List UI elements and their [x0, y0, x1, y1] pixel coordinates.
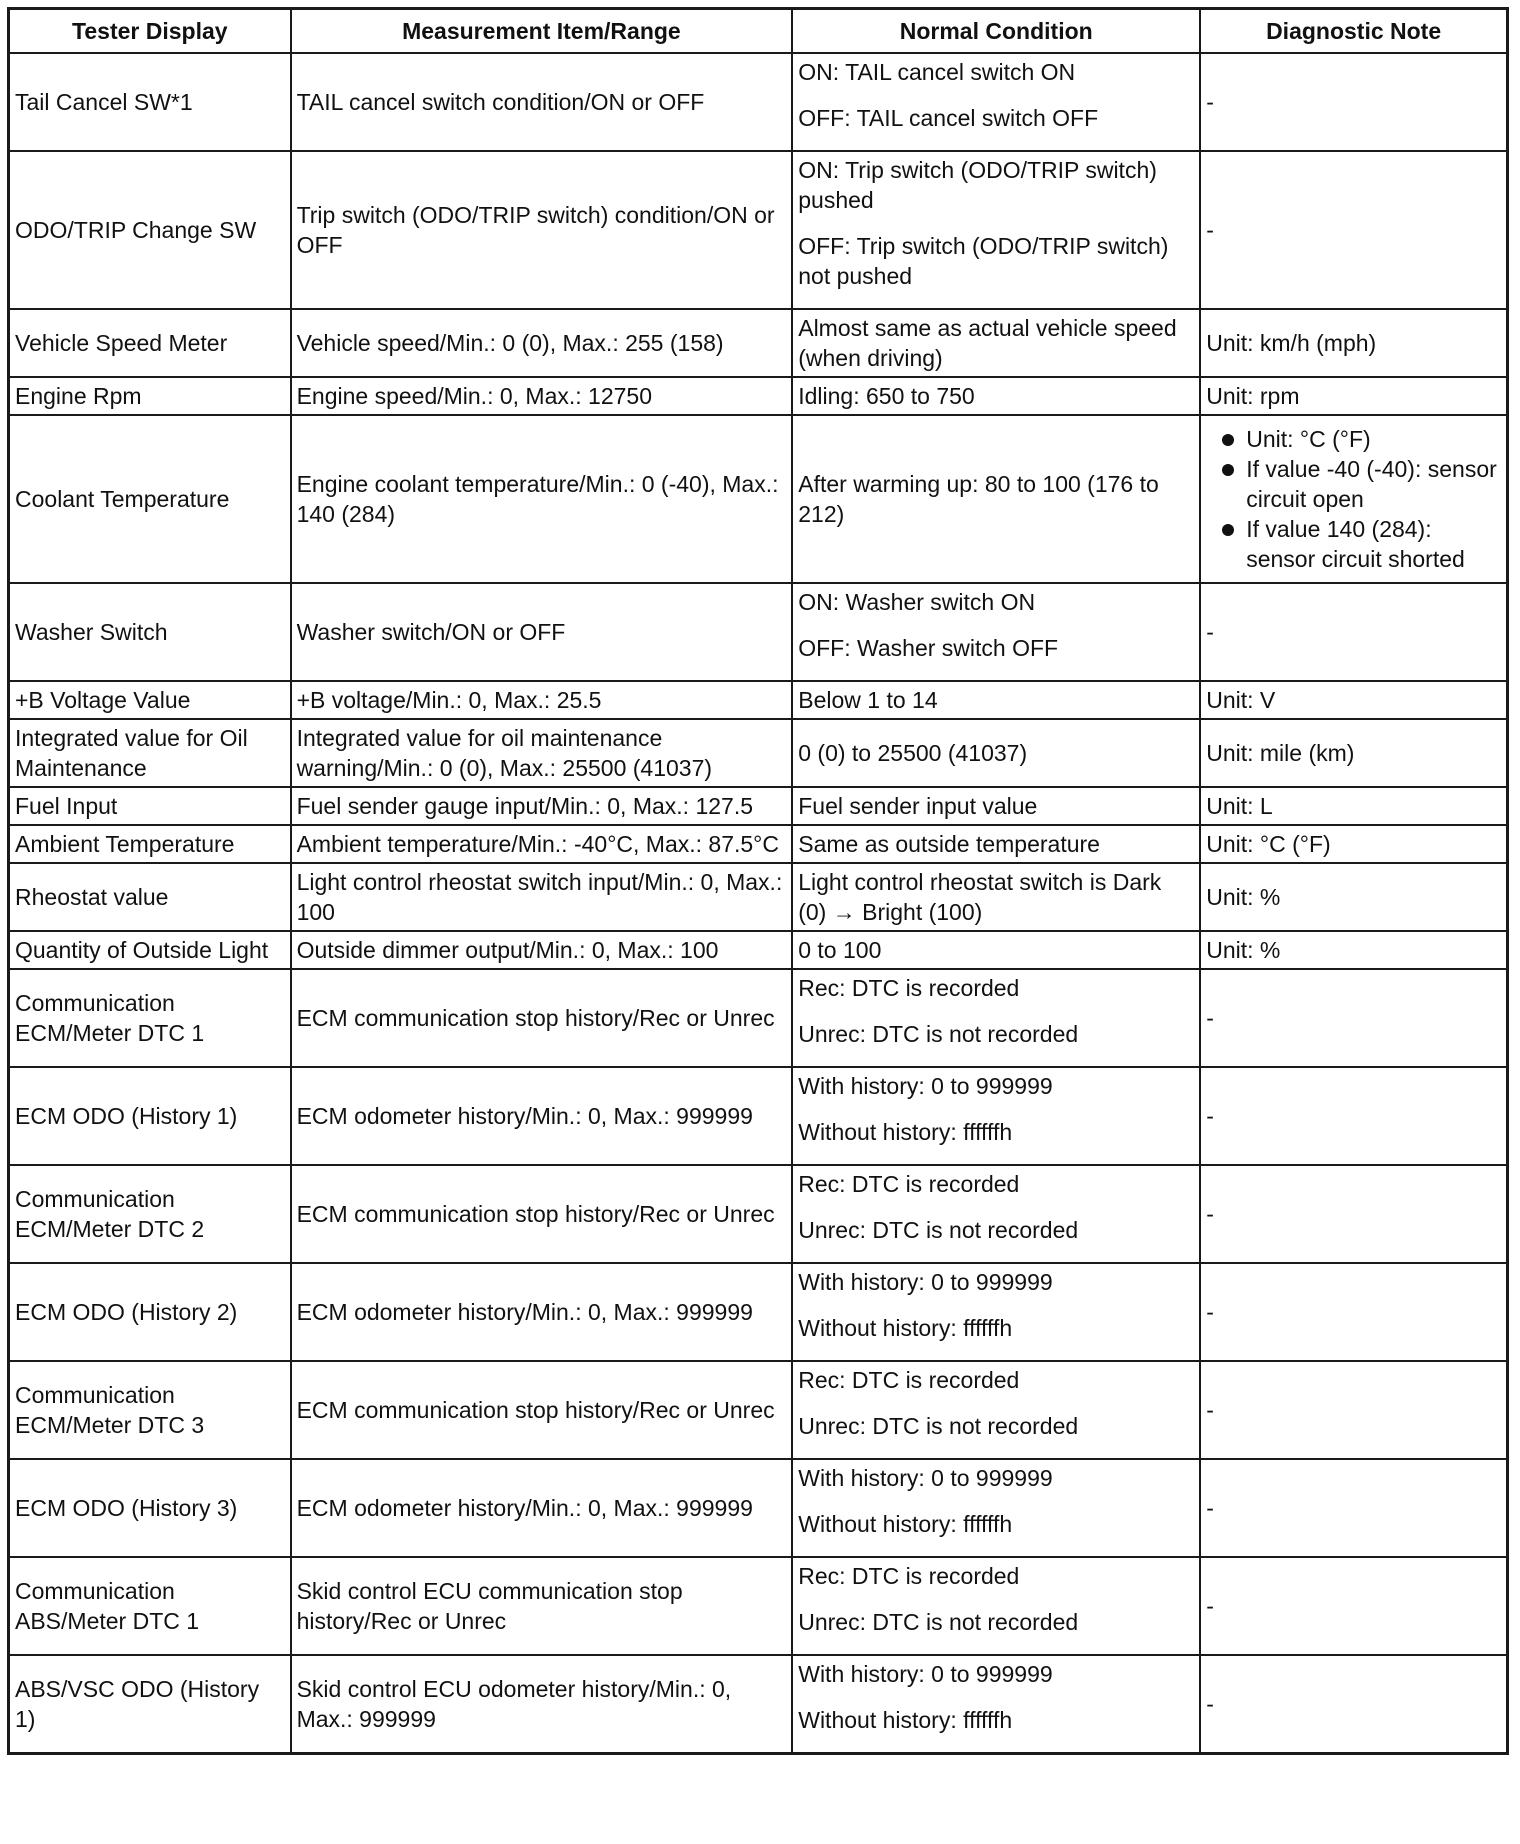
cell-tester-display: Ambient Temperature [9, 825, 291, 863]
cell-measurement-range: ECM communication stop history/Rec or Unrec [291, 969, 793, 1067]
table-row [9, 1263, 1508, 1361]
condition-line: 0 to 100 [798, 937, 882, 963]
cell-normal-condition [792, 377, 1200, 415]
cell-measurement-range: Fuel sender gauge input/Min.: 0, Max.: 127.5 [291, 787, 793, 825]
table-row [9, 719, 1508, 787]
condition-line: ON: TAIL cancel switch ON [798, 59, 1076, 85]
cell-diagnostic-note: Unit: mile (km) [1200, 719, 1507, 787]
table-row [9, 1459, 1508, 1557]
condition-line: Unrec: DTC is not recorded [798, 1217, 1079, 1243]
header-normal-condition: Normal Condition [792, 9, 1200, 54]
cell-measurement-range: ECM communication stop history/Rec or Unrec [291, 1361, 793, 1459]
cell-measurement-range: TAIL cancel switch condition/ON or OFF [291, 53, 793, 151]
cell-measurement-range: Trip switch (ODO/TRIP switch) condition/ON or OFF [291, 151, 793, 309]
table-row [9, 415, 1508, 583]
cell-normal-condition [792, 863, 1200, 931]
cell-normal-condition [792, 787, 1200, 825]
cell-measurement-range: +B voltage/Min.: 0, Max.: 25.5 [291, 681, 793, 719]
cell-measurement-range: Vehicle speed/Min.: 0 (0), Max.: 255 (158) [291, 309, 793, 377]
condition-line: Below 1 to 14 [798, 687, 938, 713]
cell-diagnostic-note: - [1200, 969, 1507, 1067]
cell-normal-condition [792, 1557, 1200, 1655]
note-bullet-list [1206, 424, 1501, 574]
cell-measurement-range: Outside dimmer output/Min.: 0, Max.: 100 [291, 931, 793, 969]
condition-line: 0 (0) to 25500 (41037) [798, 740, 1028, 766]
cell-measurement-range: Engine coolant temperature/Min.: 0 (-40), Max.: 140 (284) [291, 415, 793, 583]
condition-line: With history: 0 to 999999 [798, 1269, 1053, 1295]
cell-measurement-range: Washer switch/ON or OFF [291, 583, 793, 681]
condition-line: Unrec: DTC is not recorded [798, 1609, 1079, 1635]
cell-tester-display: Engine Rpm [9, 377, 291, 415]
cell-tester-display: Rheostat value [9, 863, 291, 931]
condition-line: Without history: ffffffh [798, 1511, 1013, 1537]
condition-line: With history: 0 to 999999 [798, 1661, 1053, 1687]
table-row [9, 583, 1508, 681]
cell-diagnostic-note: - [1200, 583, 1507, 681]
condition-line: With history: 0 to 999999 [798, 1073, 1053, 1099]
condition-line: OFF: Washer switch OFF [798, 635, 1059, 661]
condition-line: Almost same as actual vehicle speed (when driving) [798, 315, 1177, 371]
condition-line: Rec: DTC is recorded [798, 1563, 1020, 1589]
cell-diagnostic-note: - [1200, 53, 1507, 151]
header-tester-display: Tester Display [9, 9, 291, 54]
header-diagnostic-note: Diagnostic Note [1200, 9, 1507, 54]
cell-measurement-range: ECM odometer history/Min.: 0, Max.: 999999 [291, 1263, 793, 1361]
table-header [9, 9, 1508, 54]
cell-tester-display: Coolant Temperature [9, 415, 291, 583]
cell-diagnostic-note: Unit: % [1200, 931, 1507, 969]
cell-diagnostic-note: - [1200, 1655, 1507, 1754]
condition-line: Rec: DTC is recorded [798, 1171, 1020, 1197]
cell-tester-display: ABS/VSC ODO (History 1) [9, 1655, 291, 1754]
condition-line: Same as outside temperature [798, 831, 1100, 857]
condition-line: Idling: 650 to 750 [798, 383, 975, 409]
cell-tester-display: Fuel Input [9, 787, 291, 825]
cell-measurement-range: ECM odometer history/Min.: 0, Max.: 999999 [291, 1459, 793, 1557]
cell-tester-display: ECM ODO (History 1) [9, 1067, 291, 1165]
cell-measurement-range: Light control rheostat switch input/Min.: 0, Max.: 100 [291, 863, 793, 931]
condition-line: Rec: DTC is recorded [798, 1367, 1020, 1393]
cell-diagnostic-note: - [1200, 1459, 1507, 1557]
cell-diagnostic-note: - [1200, 151, 1507, 309]
cell-tester-display: ODO/TRIP Change SW [9, 151, 291, 309]
condition-line: Unrec: DTC is not recorded [798, 1413, 1079, 1439]
cell-normal-condition [792, 969, 1200, 1067]
cell-normal-condition [792, 1165, 1200, 1263]
condition-line: Rec: DTC is recorded [798, 975, 1020, 1001]
cell-normal-condition [792, 1655, 1200, 1754]
cell-tester-display: Integrated value for Oil Maintenance [9, 719, 291, 787]
table-row [9, 1165, 1508, 1263]
cell-normal-condition [792, 719, 1200, 787]
data-list-table [7, 7, 1509, 1755]
cell-normal-condition [792, 1263, 1200, 1361]
data-list-table-container [7, 7, 1509, 1755]
cell-tester-display: Communication ECM/Meter DTC 2 [9, 1165, 291, 1263]
table-row [9, 309, 1508, 377]
cell-diagnostic-note: - [1200, 1361, 1507, 1459]
cell-normal-condition [792, 309, 1200, 377]
condition-line: OFF: Trip switch (ODO/TRIP switch) not pushed [798, 233, 1169, 289]
table-row [9, 1067, 1508, 1165]
header-row [9, 9, 1508, 54]
cell-tester-display: ECM ODO (History 3) [9, 1459, 291, 1557]
table-row [9, 1361, 1508, 1459]
condition-line: Without history: ffffffh [798, 1707, 1013, 1733]
note-bullet-item: Unit: °C (°F) [1206, 424, 1501, 454]
cell-tester-display: Vehicle Speed Meter [9, 309, 291, 377]
cell-tester-display: Quantity of Outside Light [9, 931, 291, 969]
cell-measurement-range: Skid control ECU odometer history/Min.: 0, Max.: 999999 [291, 1655, 793, 1754]
condition-line: Unrec: DTC is not recorded [798, 1021, 1079, 1047]
table-row [9, 931, 1508, 969]
cell-measurement-range: Ambient temperature/Min.: -40°C, Max.: 87.5°C [291, 825, 793, 863]
cell-normal-condition [792, 415, 1200, 583]
cell-tester-display: Washer Switch [9, 583, 291, 681]
cell-tester-display: Tail Cancel SW*1 [9, 53, 291, 151]
table-row [9, 863, 1508, 931]
cell-diagnostic-note [1200, 415, 1507, 583]
cell-diagnostic-note: Unit: L [1200, 787, 1507, 825]
condition-line: Fuel sender input value [798, 793, 1038, 819]
cell-measurement-range: Engine speed/Min.: 0, Max.: 12750 [291, 377, 793, 415]
cell-tester-display: Communication ABS/Meter DTC 1 [9, 1557, 291, 1655]
cell-measurement-range: Integrated value for oil maintenance warning/Min.: 0 (0), Max.: 25500 (41037) [291, 719, 793, 787]
note-bullet-item: If value 140 (284): sensor circuit shorted [1206, 514, 1501, 574]
condition-line: OFF: TAIL cancel switch OFF [798, 105, 1099, 131]
cell-normal-condition [792, 151, 1200, 309]
table-row [9, 377, 1508, 415]
cell-measurement-range: ECM communication stop history/Rec or Unrec [291, 1165, 793, 1263]
cell-tester-display: Communication ECM/Meter DTC 1 [9, 969, 291, 1067]
cell-normal-condition [792, 1067, 1200, 1165]
table-row [9, 1655, 1508, 1754]
cell-diagnostic-note: Unit: °C (°F) [1200, 825, 1507, 863]
cell-tester-display: +B Voltage Value [9, 681, 291, 719]
cell-tester-display: Communication ECM/Meter DTC 3 [9, 1361, 291, 1459]
table-row [9, 969, 1508, 1067]
condition-line: ON: Washer switch ON [798, 589, 1036, 615]
cell-diagnostic-note: Unit: rpm [1200, 377, 1507, 415]
cell-diagnostic-note: Unit: V [1200, 681, 1507, 719]
cell-normal-condition [792, 825, 1200, 863]
table-row [9, 53, 1508, 151]
table-row [9, 681, 1508, 719]
condition-line: After warming up: 80 to 100 (176 to 212) [798, 471, 1159, 527]
cell-measurement-range: Skid control ECU communication stop history/Rec or Unrec [291, 1557, 793, 1655]
condition-line: Light control rheostat switch is Dark (0) → Bright (100) [798, 869, 1162, 925]
cell-tester-display: ECM ODO (History 2) [9, 1263, 291, 1361]
cell-normal-condition [792, 1459, 1200, 1557]
cell-normal-condition [792, 583, 1200, 681]
cell-normal-condition [792, 53, 1200, 151]
cell-diagnostic-note: - [1200, 1067, 1507, 1165]
table-row [9, 151, 1508, 309]
cell-normal-condition [792, 681, 1200, 719]
condition-line: ON: Trip switch (ODO/TRIP switch) pushed [798, 157, 1157, 213]
note-bullet-item: If value -40 (-40): sensor circuit open [1206, 454, 1501, 514]
cell-diagnostic-note: Unit: km/h (mph) [1200, 309, 1507, 377]
cell-diagnostic-note: - [1200, 1263, 1507, 1361]
condition-line: Without history: ffffffh [798, 1119, 1013, 1145]
cell-diagnostic-note: Unit: % [1200, 863, 1507, 931]
condition-line: Without history: ffffffh [798, 1315, 1013, 1341]
cell-diagnostic-note: - [1200, 1557, 1507, 1655]
header-measurement-item: Measurement Item/Range [291, 9, 793, 54]
condition-line: With history: 0 to 999999 [798, 1465, 1053, 1491]
table-body [9, 53, 1508, 1754]
cell-normal-condition [792, 931, 1200, 969]
table-row [9, 825, 1508, 863]
table-row [9, 787, 1508, 825]
cell-normal-condition [792, 1361, 1200, 1459]
cell-diagnostic-note: - [1200, 1165, 1507, 1263]
cell-measurement-range: ECM odometer history/Min.: 0, Max.: 999999 [291, 1067, 793, 1165]
table-row [9, 1557, 1508, 1655]
